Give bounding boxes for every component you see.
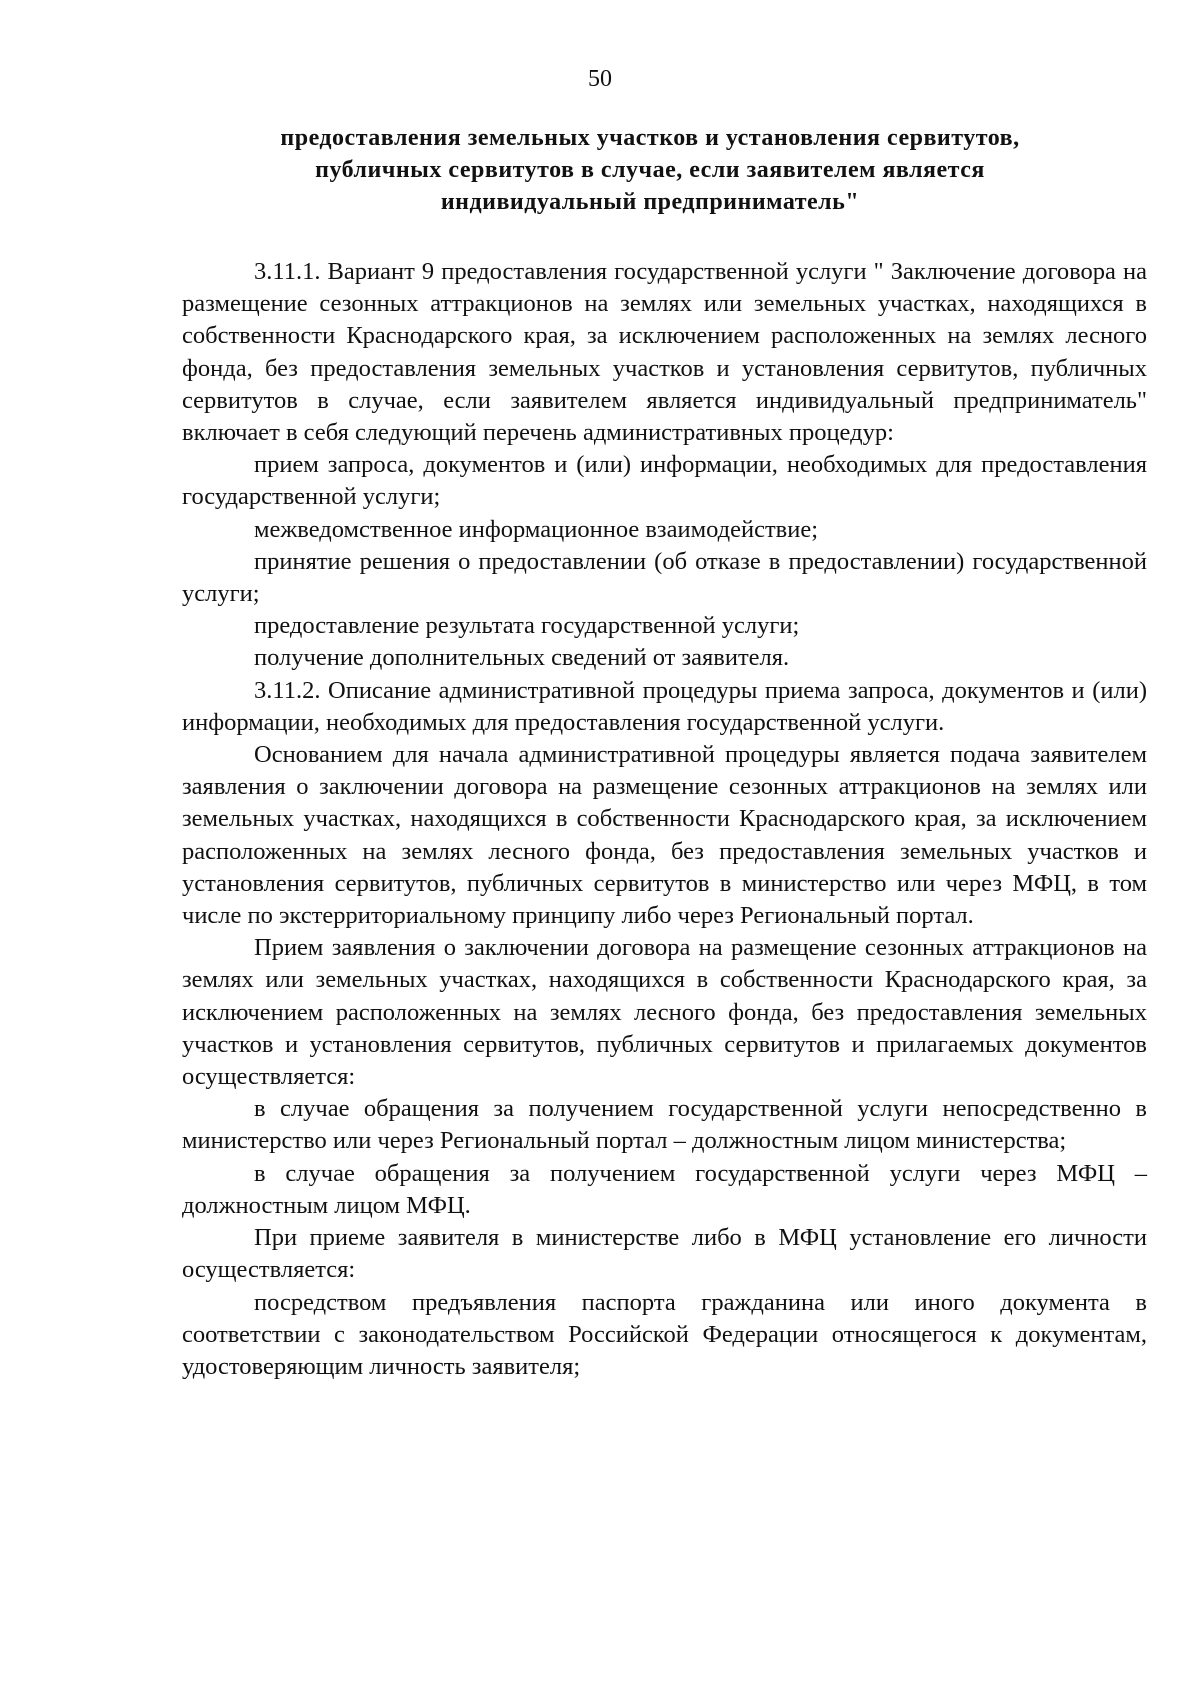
section-heading <box>180 122 1120 218</box>
list-item: в случае обращения за получением государственной услуги через МФЦ – должностным лицом МФЦ. <box>182 1159 1147 1219</box>
document-body <box>182 256 1147 1383</box>
list-item: межведомственное информационное взаимодействие; <box>254 515 819 543</box>
list-item: получение дополнительных сведений от заявителя. <box>254 644 790 672</box>
heading-line: публичных сервитутов в случае, если заявителем является <box>315 157 985 183</box>
heading-line: индивидуальный предприниматель" <box>440 189 860 215</box>
paragraph: Прием заявления о заключении договора на размещение сезонных аттракционов на землях или земельных участках, находящихся в собственности Краснодарского края, за исключением расположенных на землях лесного фонда, без предоставления земельных участков и установления сервитутов, публичных сервитутов и прилагаемых документов осуществляется: <box>182 934 1147 1091</box>
paragraph: При приеме заявителя в министерстве либо в МФЦ установление его личности осуществляется: <box>182 1224 1147 1284</box>
paragraph-3-11-2: 3.11.2. Описание административной процедуры приема запроса, документов и (или) информации, необходимых для предоставления государственной услуги. <box>182 676 1147 736</box>
list-item: в случае обращения за получением государственной услуги непосредственно в министерство или через Региональный портал – должностным лицом министерства; <box>182 1095 1147 1155</box>
page-number: 50 <box>588 66 612 92</box>
paragraph-3-11-1: 3.11.1. Вариант 9 предоставления государственной услуги " Заключение договора на размещение сезонных аттракционов на землях или земельных участках, находящихся в собственности Краснодарского края, за исключением расположенных на землях лесного фонда, без предоставления земельных участков и установления сервитутов, публичных сервитутов в случае, если заявителем является индивидуальный предприниматель" включает в себя следующий перечень административных процедур: <box>182 258 1147 447</box>
list-item: принятие решения о предоставлении (об отказе в предоставлении) государственной услуги; <box>182 547 1147 608</box>
paragraph: Основанием для начала административной процедуры является подача заявителем заявления о заключении договора на размещение сезонных аттракционов на землях или земельных участках, находящихся в собственности Краснодарского края, за исключением расположенных на землях лесного фонда, без предоставления земельных участков и установления сервитутов, публичных сервитутов в министерство или через МФЦ, в том числе по экстерриториальному принципу либо через Региональный портал. <box>182 741 1147 930</box>
list-item: посредством предъявления паспорта гражданина или иного документа в соответствии с законодательством Российской Федерации относящегося к документам, удостоверяющим личность заявителя; <box>182 1288 1147 1380</box>
heading-line: предоставления земельных участков и установления сервитутов, <box>280 125 1020 151</box>
list-item: прием запроса, документов и (или) информации, необходимых для предоставления государственной услуги; <box>182 451 1147 511</box>
list-item: предоставление результата государственной услуги; <box>254 612 800 640</box>
